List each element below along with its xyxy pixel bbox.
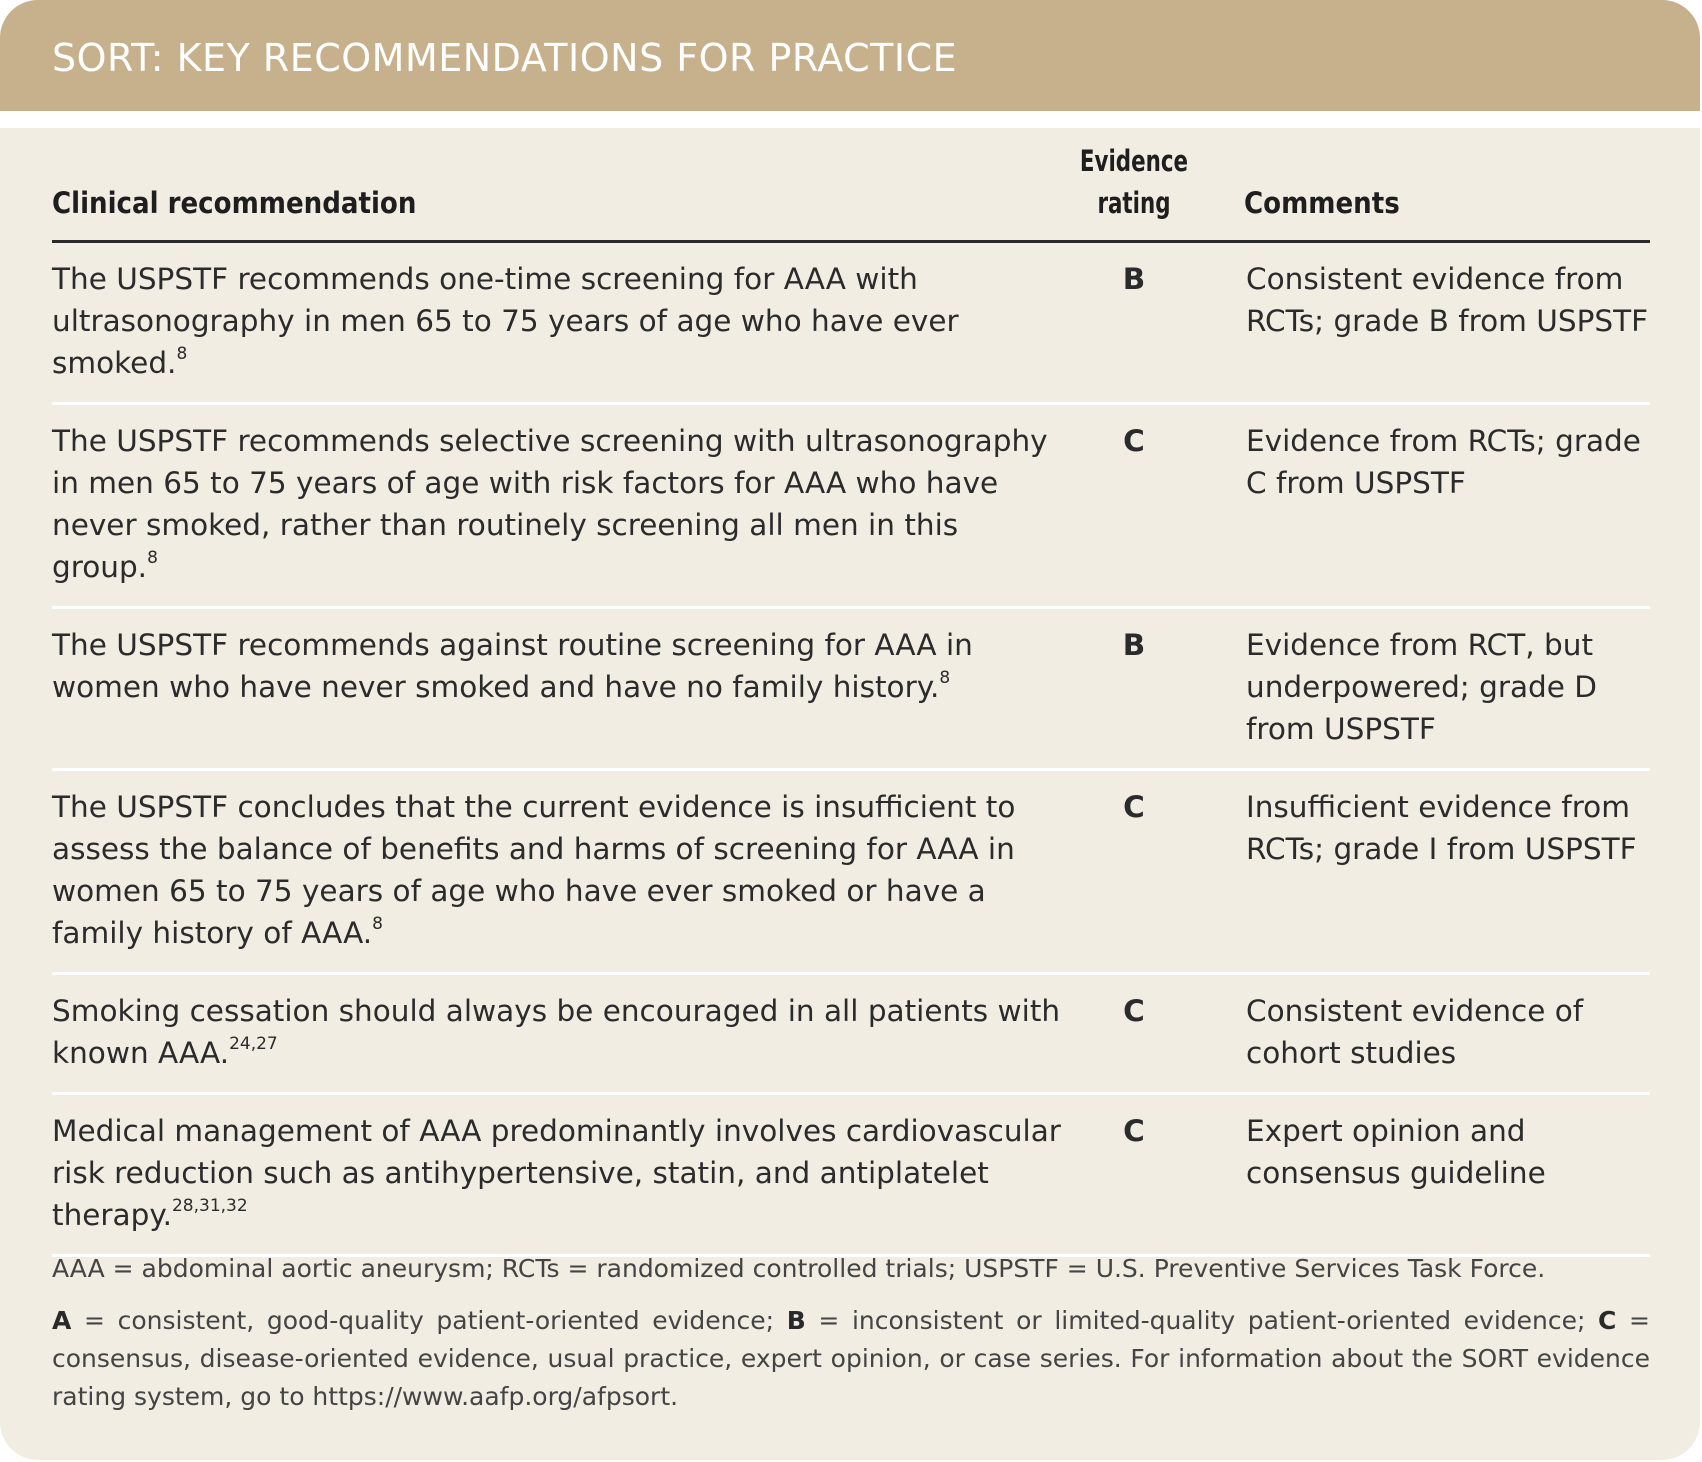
recommendation-cell	[52, 404, 1064, 608]
comment-cell: Consistent evidence of cohort studies	[1244, 974, 1650, 1094]
comment-cell: Evidence from RCTs; grade C from USPSTF	[1244, 404, 1650, 608]
grade-a-text: = consistent, good-quality patient-oriented evidence;	[71, 1306, 787, 1335]
recommendation-text: The USPSTF recommends selective screening with ultrasonography in men 65 to 75 years of age with risk factors for AAA who have never smoked, rather than routinely screening all men in this group.	[52, 424, 1048, 584]
reference-number: 8	[176, 344, 188, 364]
recommendation-cell	[52, 608, 1064, 770]
sort-ratings-footnote	[52, 1302, 1650, 1416]
rating-cell: C	[1064, 404, 1204, 608]
column-header-comments: Comments	[1244, 140, 1650, 242]
recommendation-text: Smoking cessation should always be encouraged in all patients with known AAA.	[52, 994, 1061, 1070]
comment-cell: Consistent evidence from RCTs; grade B from USPSTF	[1244, 242, 1650, 404]
recommendation-cell	[52, 1094, 1064, 1256]
rating-cell: C	[1064, 770, 1204, 974]
recommendation-cell	[52, 242, 1064, 404]
reference-number: 8	[372, 914, 383, 934]
table-row	[52, 974, 1650, 1094]
table-row	[52, 608, 1650, 770]
column-header-recommendation: Clinical recommendation	[52, 140, 1064, 242]
comment-cell: Insufficient evidence from RCTs; grade I from USPSTF	[1244, 770, 1650, 974]
abbreviations-footnote: AAA = abdominal aortic aneurysm; RCTs = randomized controlled trials; USPSTF = U.S. Preventive Services Task Force.	[52, 1254, 1546, 1283]
rating-cell: B	[1064, 608, 1204, 770]
spacer-cell	[1204, 1094, 1244, 1256]
spacer-cell	[1204, 404, 1244, 608]
grade-b-text: = inconsistent or limited-quality patient-oriented evidence;	[805, 1306, 1599, 1335]
spacer-cell	[1204, 608, 1244, 770]
table-row	[52, 770, 1650, 974]
recommendation-text: The USPSTF recommends against routine screening for AAA in women who have never smoked and have no family history.	[52, 628, 973, 704]
recommendations-table	[52, 140, 1650, 1257]
reference-number: 8	[147, 548, 158, 568]
recommendation-text: The USPSTF recommends one-time screening for AAA with ultrasonography in men 65 to 75 years of age who have ever smoked.	[52, 262, 959, 380]
grade-a-label: A	[52, 1306, 72, 1335]
reference-number: 28,31,32	[171, 1196, 248, 1216]
column-header-rating-line2: rating	[1097, 186, 1171, 220]
rating-cell: C	[1064, 974, 1204, 1094]
comment-cell: Expert opinion and consensus guideline	[1244, 1094, 1650, 1256]
reference-number: 8	[939, 668, 951, 688]
recommendation-cell	[52, 770, 1064, 974]
spacer-cell	[1204, 974, 1244, 1094]
rating-cell: C	[1064, 1094, 1204, 1256]
grade-b-label: B	[786, 1306, 806, 1335]
table-row	[52, 404, 1650, 608]
header-title: SORT: KEY RECOMMENDATIONS FOR PRACTICE	[52, 36, 958, 80]
recommendations-table-wrap	[52, 140, 1650, 1257]
grade-c-label: C	[1598, 1306, 1617, 1335]
recommendation-text: Medical management of AAA predominantly involves cardiovascular risk reduction such as antihypertensive, statin, and antiplatelet therapy.	[52, 1114, 1061, 1232]
header-divider	[0, 111, 1700, 128]
comment-cell: Evidence from RCT, but underpowered; grade D from USPSTF	[1244, 608, 1650, 770]
footnotes	[52, 1250, 1650, 1416]
header-bar	[0, 0, 1700, 111]
recommendation-text: The USPSTF concludes that the current evidence is insufficient to assess the balance of benefits and harms of screening for AAA in women 65 to 75 years of age who have ever smoked or have a family history of AAA.	[52, 790, 1016, 950]
spacer-cell	[1204, 242, 1244, 404]
spacer-cell	[1204, 770, 1244, 974]
column-header-spacer	[1204, 140, 1244, 242]
column-header-rating	[1077, 140, 1192, 242]
grade-c-text: = consensus, disease-oriented evidence, usual practice, expert opinion, or case series. For information about the SORT evidence rating system, go to https://www.aafp.org/afpsort.	[52, 1306, 1650, 1411]
table-row	[52, 1094, 1650, 1256]
column-header-rating-line1: Evidence	[1079, 144, 1189, 178]
reference-number: 24,27	[229, 1034, 278, 1054]
table-row	[52, 242, 1650, 404]
rating-cell: B	[1064, 242, 1204, 404]
table-header-row	[52, 140, 1650, 242]
recommendation-cell	[52, 974, 1064, 1094]
